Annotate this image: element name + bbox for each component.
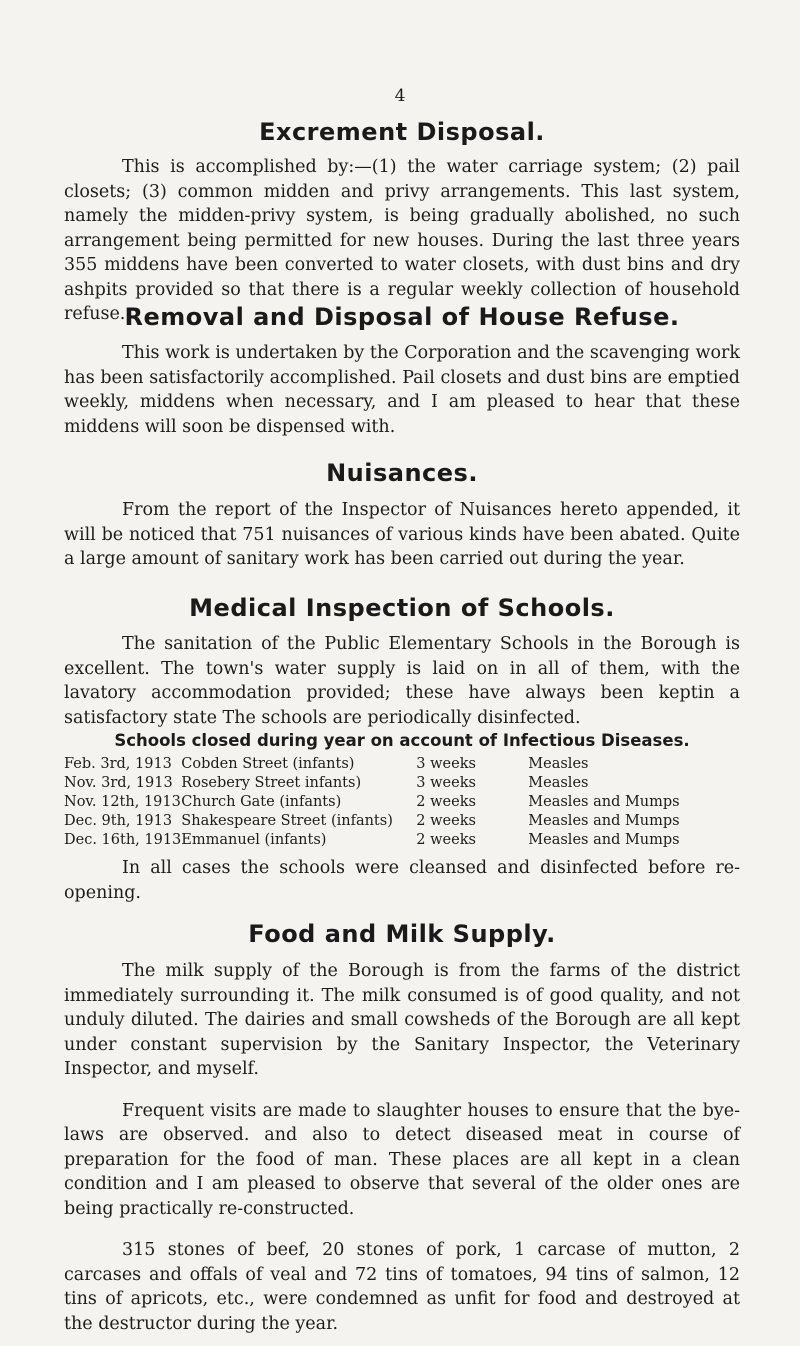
closure-row: [64, 755, 680, 774]
closure-duration: 3 weeks: [416, 756, 476, 772]
closure-disease: Measles: [528, 756, 589, 772]
paragraph-nuisances: From the report of the Inspector of Nuisances hereto appended, it will be noticed that 751 nuisances of various kinds have been abated. Quite a large amount of sanitary work has been carried out during the year.: [64, 500, 740, 569]
paragraph-house-refuse: This work is undertaken by the Corporation and the scavenging work has been satisfactorily accomplished. Pail closets and dust bins are emptied weekly, middens when necessary, and I am pleased to hear that these middens will soon be dispensed with.: [64, 343, 740, 437]
paragraph-excrement-disposal: This is accomplished by:—(1) the water carriage system; (2) pail closets; (3) common midden and privy arrangements. This last system, namely the midden-privy system, is being gradually abolished, no such arrangement being permitted for new houses. During the last three years 355 middens have been converted to water closets, with dust bins and dry ashpits provided so that there is a regular weekly collection of household refuse.: [64, 157, 740, 324]
section-food-milk: [64, 920, 740, 1336]
paragraph-condemned-food: 315 stones of beef, 20 stones of pork, 1 carcase of mutton, 2 carcases and offals of veal and 72 tins of tomatoes, 94 tins of salmon, 12 tins of apricots, etc., were condemned as unfit for food and destroyed at the destructor during the year.: [64, 1240, 740, 1334]
closure-date: Feb. 3rd, 1913: [64, 756, 172, 772]
section-excrement-disposal: [64, 118, 740, 327]
closure-date: Nov. 3rd, 1913: [64, 775, 173, 791]
closure-duration: 2 weeks: [416, 794, 476, 810]
closure-disease: Measles: [528, 775, 589, 791]
paragraph-milk-supply: The milk supply of the Borough is from the farms of the district immediately surrounding it. The milk consumed is of good quality, and not unduly diluted. The dairies and small cowsheds of the Borough are all kept under constant supervision by the Sanitary Inspector, the Veterinary Inspector, and myself.: [64, 961, 740, 1079]
heading-school-inspection: Medical Inspection of Schools.: [189, 594, 615, 622]
closure-duration: 2 weeks: [416, 813, 476, 829]
paragraph-slaughter-houses: Frequent visits are made to slaughter houses to ensure that the bye-laws are observed. and also to detect diseased meat in course of preparation for the food of man. These places are all kept in a clean condition and I am pleased to observe that several of the older ones are being practically re-constructed.: [64, 1100, 740, 1219]
heading-food-milk: Food and Milk Supply.: [248, 920, 556, 948]
closure-row: [64, 774, 680, 793]
section-nuisances: [64, 459, 740, 572]
school-closures-table: [64, 755, 680, 850]
closure-disease: Measles and Mumps: [528, 794, 680, 810]
heading-excrement-disposal: Excrement Disposal.: [259, 118, 545, 146]
section-house-refuse: [64, 303, 740, 439]
heading-house-refuse: Removal and Disposal of House Refuse.: [124, 303, 680, 331]
heading-nuisances: Nuisances.: [326, 459, 478, 487]
closure-disease: Measles and Mumps: [528, 832, 680, 848]
closure-date: Dec. 9th, 1913: [64, 813, 173, 829]
closure-row: [64, 831, 680, 850]
section-school-inspection: [64, 594, 740, 730]
school-closures-block: [64, 731, 740, 905]
closure-duration: 2 weeks: [416, 832, 476, 848]
page-number: 4: [394, 86, 406, 106]
paragraph-after-closures: In all cases the schools were cleansed and disinfected before re-opening.: [64, 858, 740, 903]
closure-duration: 3 weeks: [416, 775, 476, 791]
closure-school: Rosebery Street infants): [181, 775, 362, 791]
closure-date: Dec. 16th, 1913: [64, 832, 182, 848]
closure-row: [64, 793, 680, 812]
closure-school: Shakespeare Street (infants): [181, 813, 393, 829]
closure-school: Emmanuel (infants): [181, 832, 327, 848]
closure-school: Cobden Street (infants): [181, 756, 355, 772]
paragraph-school-sanitation: The sanitation of the Public Elementary Schools in the Borough is excellent. The town's water supply is laid on in all of them, with the lavatory accommodation provided; these have always been keptin a satisfactory state The schools are periodically disinfected.: [64, 634, 740, 728]
closures-table-title: Schools closed during year on account of Infectious Diseases.: [114, 731, 690, 750]
closure-row: [64, 812, 680, 831]
closure-school: Church Gate (infants): [181, 794, 342, 810]
closure-date: Nov. 12th, 1913: [64, 794, 181, 810]
closure-disease: Measles and Mumps: [528, 813, 680, 829]
